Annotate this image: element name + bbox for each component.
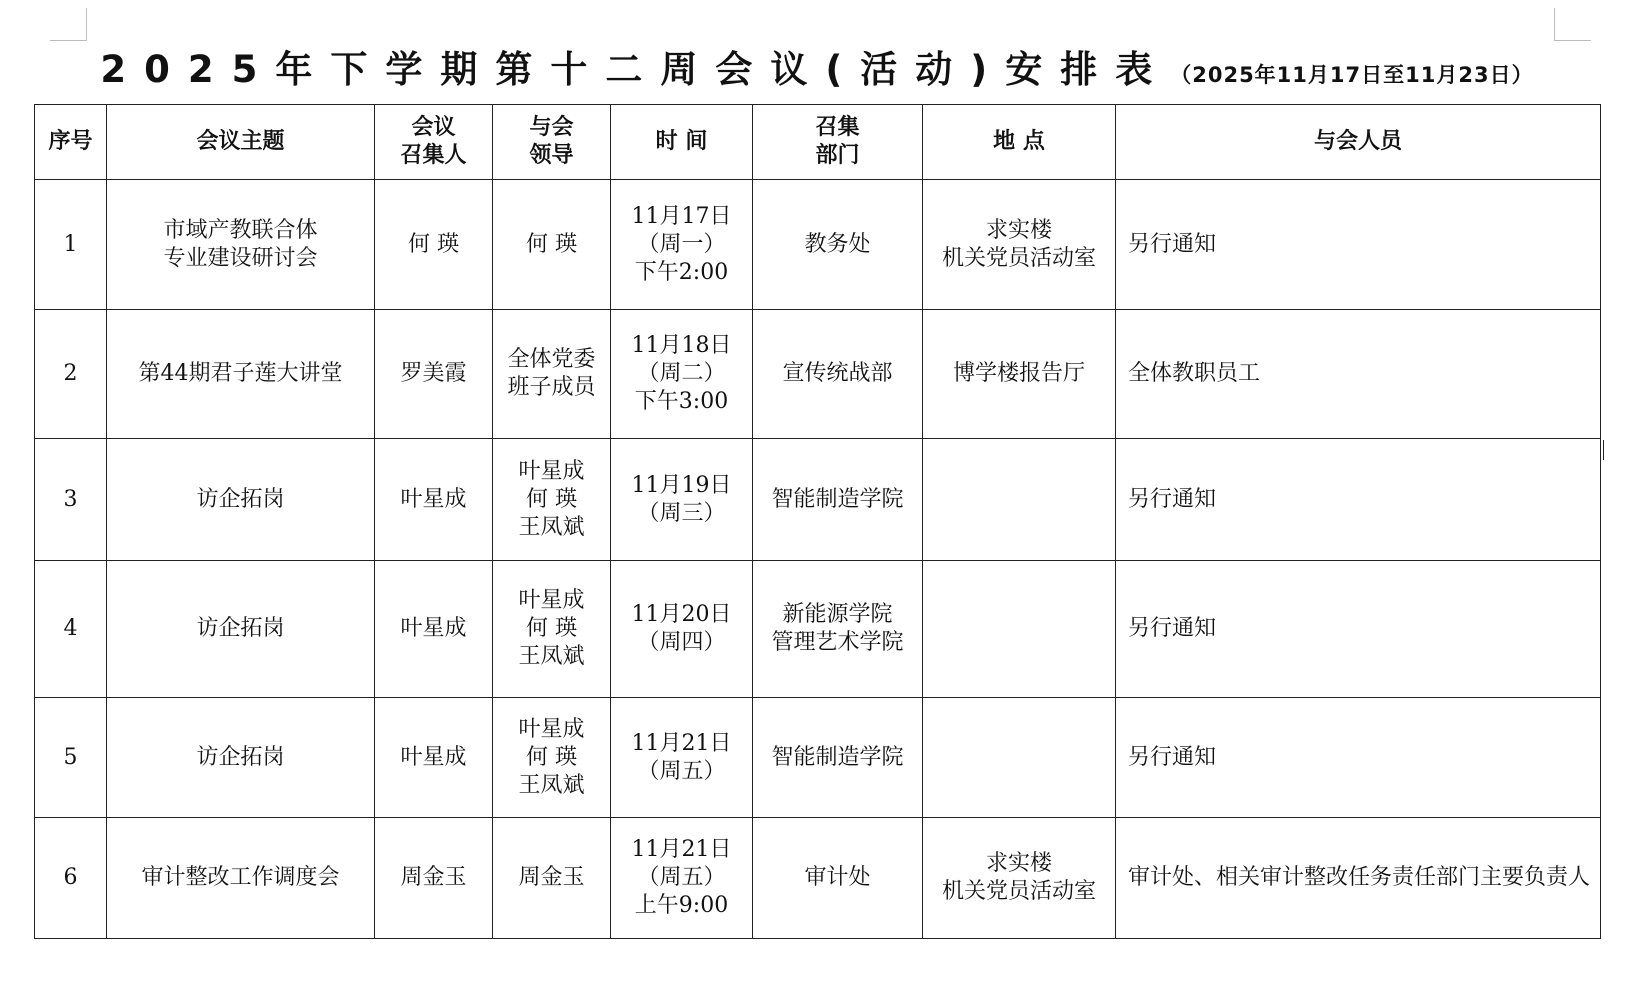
cell-topic: 访企拓岗 xyxy=(107,561,375,698)
cell-leaders: 叶星成 何 瑛 王凤斌 xyxy=(493,439,611,561)
text-cursor xyxy=(1603,440,1604,460)
cell-attendees: 另行通知 xyxy=(1116,561,1601,698)
meeting-schedule-table xyxy=(34,104,1601,939)
header-department: 召集 部门 xyxy=(753,105,923,180)
header-convener: 会议 召集人 xyxy=(375,105,493,180)
cell-topic: 访企拓岗 xyxy=(107,439,375,561)
cell-attendees: 审计处、相关审计整改任务责任部门主要负责人 xyxy=(1116,818,1601,939)
document-title-row xyxy=(34,38,1600,102)
table-row xyxy=(35,561,1601,698)
cell-topic: 访企拓岗 xyxy=(107,698,375,818)
cell-department: 智能制造学院 xyxy=(753,439,923,561)
cell-topic: 第44期君子莲大讲堂 xyxy=(107,310,375,439)
cell-index: 6 xyxy=(35,818,107,939)
table-row xyxy=(35,818,1601,939)
table-row xyxy=(35,310,1601,439)
cell-department: 审计处 xyxy=(753,818,923,939)
cell-index: 5 xyxy=(35,698,107,818)
cell-location: 求实楼 机关党员活动室 xyxy=(923,818,1116,939)
cell-convener: 叶星成 xyxy=(375,698,493,818)
cell-attendees: 另行通知 xyxy=(1116,439,1601,561)
table-row xyxy=(35,439,1601,561)
cell-time: 11月20日 （周四） xyxy=(611,561,753,698)
cell-department: 智能制造学院 xyxy=(753,698,923,818)
header-location: 地 点 xyxy=(923,105,1116,180)
document-title: 2025年下学期第十二周会议(活动)安排表 xyxy=(100,48,1171,91)
page-corner-mark-right xyxy=(1554,8,1591,41)
cell-location xyxy=(923,561,1116,698)
cell-convener: 周金玉 xyxy=(375,818,493,939)
cell-attendees: 另行通知 xyxy=(1116,180,1601,310)
cell-leaders: 全体党委 班子成员 xyxy=(493,310,611,439)
page-corner-mark-left xyxy=(50,8,87,41)
cell-leaders: 何 瑛 xyxy=(493,180,611,310)
header-topic: 会议主题 xyxy=(107,105,375,180)
cell-index: 4 xyxy=(35,561,107,698)
cell-time: 11月21日 （周五） xyxy=(611,698,753,818)
cell-leaders: 叶星成 何 瑛 王凤斌 xyxy=(493,561,611,698)
cell-attendees: 全体教职员工 xyxy=(1116,310,1601,439)
cell-department: 宣传统战部 xyxy=(753,310,923,439)
cell-index: 1 xyxy=(35,180,107,310)
cell-department: 新能源学院 管理艺术学院 xyxy=(753,561,923,698)
cell-convener: 罗美霞 xyxy=(375,310,493,439)
cell-topic: 市域产教联合体 专业建设研讨会 xyxy=(107,180,375,310)
cell-location xyxy=(923,439,1116,561)
cell-convener: 叶星成 xyxy=(375,439,493,561)
table-header-row xyxy=(35,105,1601,180)
cell-time: 11月19日 （周三） xyxy=(611,439,753,561)
cell-index: 2 xyxy=(35,310,107,439)
header-index: 序号 xyxy=(35,105,107,180)
table-row xyxy=(35,180,1601,310)
cell-time: 11月17日 （周一） 下午2:00 xyxy=(611,180,753,310)
document-date-range: （2025年11月17日至11月23日） xyxy=(1170,63,1534,87)
cell-department: 教务处 xyxy=(753,180,923,310)
cell-convener: 何 瑛 xyxy=(375,180,493,310)
cell-location: 求实楼 机关党员活动室 xyxy=(923,180,1116,310)
cell-convener: 叶星成 xyxy=(375,561,493,698)
cell-index: 3 xyxy=(35,439,107,561)
cell-leaders: 叶星成 何 瑛 王凤斌 xyxy=(493,698,611,818)
cell-attendees: 另行通知 xyxy=(1116,698,1601,818)
header-time: 时 间 xyxy=(611,105,753,180)
header-leaders: 与会 领导 xyxy=(493,105,611,180)
cell-time: 11月18日 （周二） 下午3:00 xyxy=(611,310,753,439)
cell-leaders: 周金玉 xyxy=(493,818,611,939)
cell-location: 博学楼报告厅 xyxy=(923,310,1116,439)
header-attendees: 与会人员 xyxy=(1116,105,1601,180)
cell-topic: 审计整改工作调度会 xyxy=(107,818,375,939)
cell-location xyxy=(923,698,1116,818)
table-row xyxy=(35,698,1601,818)
cell-time: 11月21日 （周五） 上午9:00 xyxy=(611,818,753,939)
